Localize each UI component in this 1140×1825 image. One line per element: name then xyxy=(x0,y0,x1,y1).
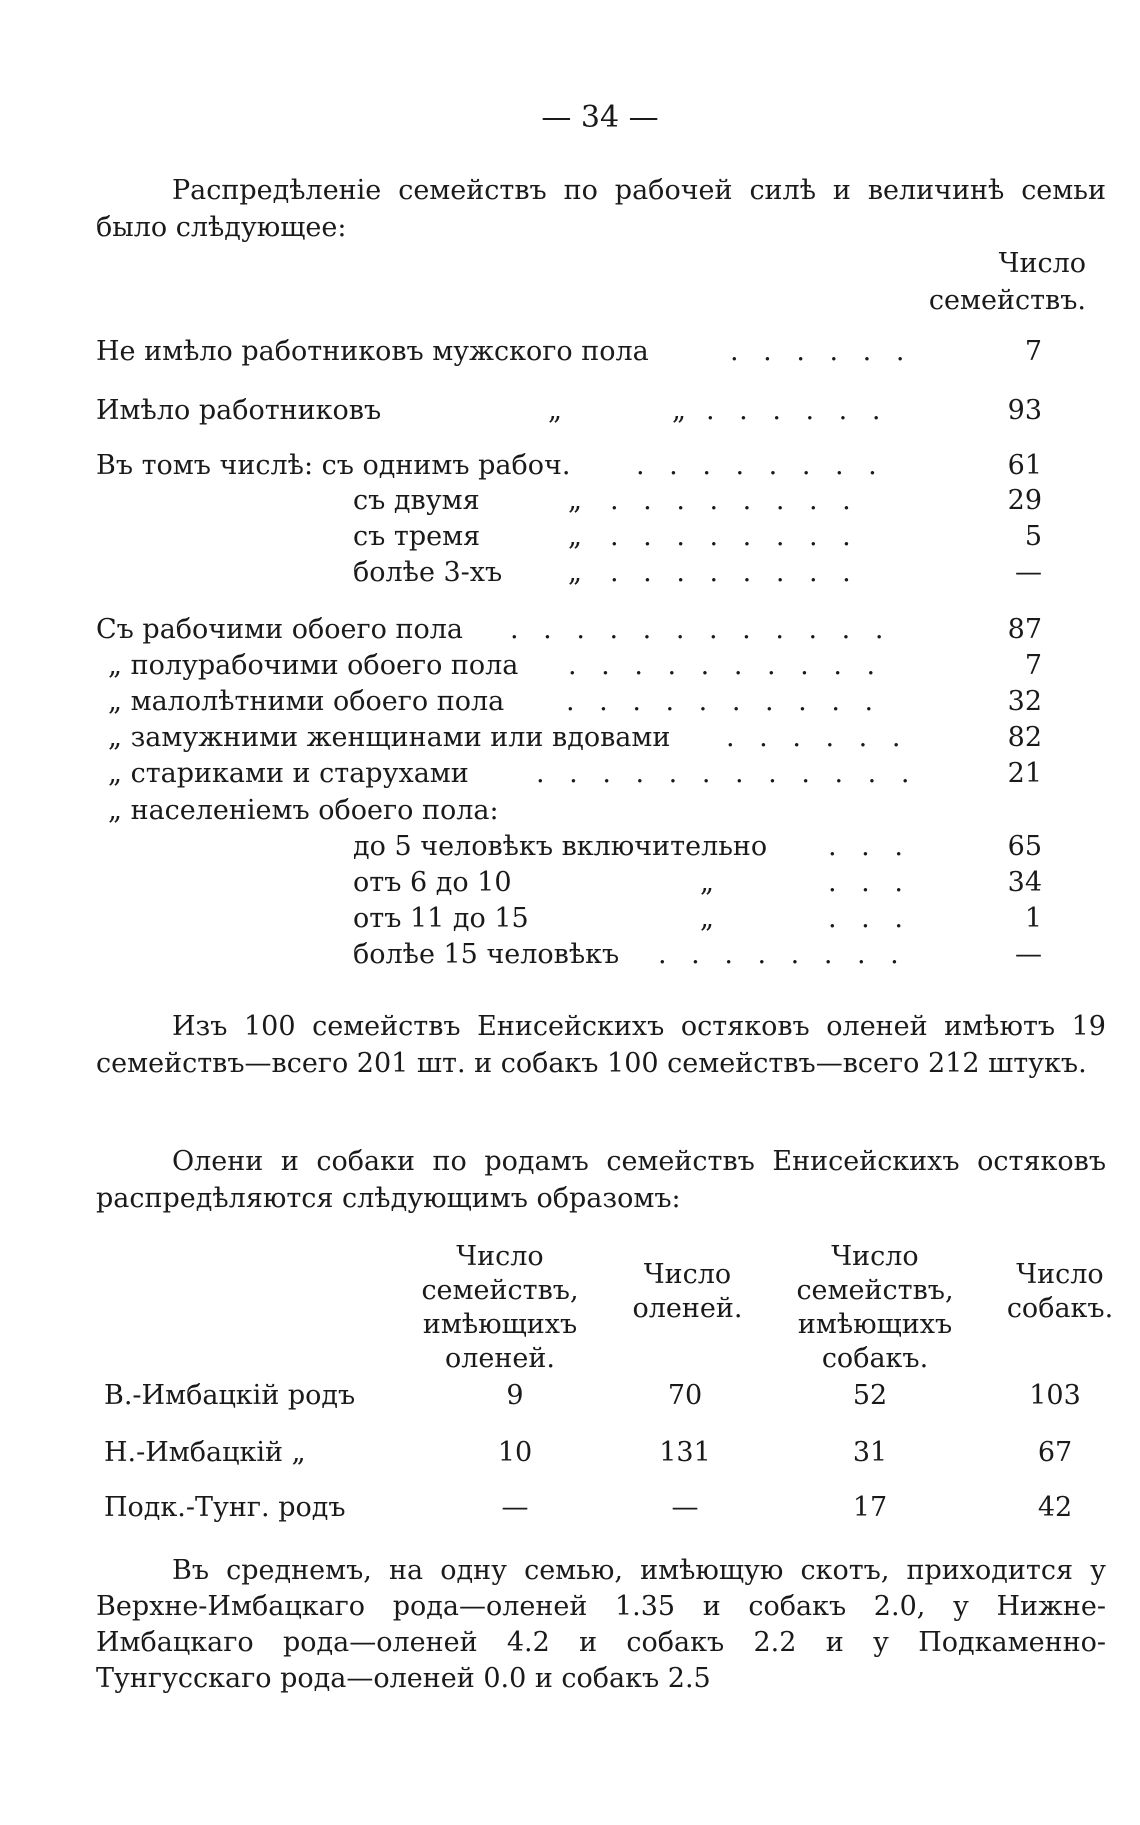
leader-dots: . . . xyxy=(828,867,911,898)
leader-dots: . . . . . . xyxy=(730,336,913,367)
table-cell: 42 xyxy=(1037,1492,1073,1523)
stat-value: 7 xyxy=(1024,336,1042,367)
table-cell: 52 xyxy=(852,1380,888,1411)
stat-value: 7 xyxy=(1024,650,1042,681)
stat-value: 1 xyxy=(1024,903,1042,934)
stat-label: болѣе 15 человѣкъ xyxy=(353,939,620,970)
stat-label: Не имѣло работниковъ мужского пола xyxy=(96,336,649,367)
stat-value: 21 xyxy=(1007,758,1042,789)
table-row-name: Подк.-Тунг. родъ xyxy=(104,1492,346,1523)
table-cell: 10 xyxy=(497,1437,533,1468)
ditto-mark: „ xyxy=(568,521,582,552)
column-header-line-2: семействъ. xyxy=(928,285,1086,316)
paragraph-4 xyxy=(96,1553,1106,1697)
table-row-name: В.-Имбацкій родъ xyxy=(104,1380,356,1411)
stat-value: 34 xyxy=(1007,867,1042,898)
stat-label: съ тремя xyxy=(353,521,481,552)
stat-label: „ малолѣтними обоего пола xyxy=(108,686,505,717)
stat-value: 32 xyxy=(1007,686,1042,717)
stat-label: „ замужними женщинами или вдовами xyxy=(108,722,671,753)
leader-dots: . . . . . . . . xyxy=(610,557,859,588)
ditto-mark: „ xyxy=(700,903,714,934)
leader-dots: . . . . . . . . xyxy=(610,521,859,552)
stat-label: Въ томъ числѣ: съ однимъ рабоч. xyxy=(96,450,571,481)
table-header: Число собакъ. xyxy=(1006,1259,1114,1324)
leader-dots: . . . xyxy=(828,831,911,862)
stat-value: — xyxy=(1015,939,1042,970)
stat-label: съ двумя xyxy=(353,485,480,516)
table-cell: 31 xyxy=(852,1437,888,1468)
ditto-mark: „ xyxy=(568,557,582,588)
table-cell: 9 xyxy=(506,1380,524,1411)
stat-value: — xyxy=(1015,557,1042,588)
stat-value: 61 xyxy=(1007,450,1042,481)
stat-label: Имѣло работниковъ xyxy=(96,395,382,426)
table-header: Число семействъ, имѣющихъ собакъ. xyxy=(796,1241,954,1374)
ditto-mark: „ xyxy=(672,395,686,426)
table-cell: 131 xyxy=(659,1437,711,1468)
column-header-line-1: Число xyxy=(998,248,1086,279)
leader-dots: . . . . . . xyxy=(706,395,889,426)
table-cell: — xyxy=(671,1492,699,1523)
stat-label: отъ 6 до 10 xyxy=(353,867,512,898)
paragraph-4-text: Въ среднемъ, на одну семью, имѣющую скотъ, приходится у Верхне-Имбацкаго рода—оленей 1.35 и собакъ 2.0, у Нижне-Имбацкаго рода—оленей 4.2 и собакъ 2.2 и у Подкаменно-Тунгусскаго рода—оленей 0.0 и собакъ 2.5 xyxy=(96,1555,1106,1694)
leader-dots: . . . xyxy=(828,903,911,934)
ditto-mark: „ xyxy=(548,395,562,426)
paragraph-2 xyxy=(96,1008,1106,1082)
page-number: — 34 — xyxy=(541,100,659,135)
table-cell: 17 xyxy=(852,1492,888,1523)
intro-paragraph xyxy=(96,172,1106,246)
table-header: Число семействъ, имѣющихъ оленей. xyxy=(421,1241,579,1374)
stat-value: 82 xyxy=(1007,722,1042,753)
stat-value: 65 xyxy=(1007,831,1042,862)
leader-dots: . . . . . . xyxy=(726,722,909,753)
table-cell: 67 xyxy=(1037,1437,1073,1468)
table-cell: 103 xyxy=(1029,1380,1081,1411)
stat-value: 5 xyxy=(1024,521,1042,552)
stat-value: 93 xyxy=(1007,395,1042,426)
stat-label: „ стариками и старухами xyxy=(108,758,469,789)
leader-dots: . . . . . . . . xyxy=(658,939,907,970)
leader-dots: . . . . . . . . . . . . xyxy=(536,758,918,789)
leader-dots: . . . . . . . . . . xyxy=(566,686,882,717)
leader-dots: . . . . . . . . xyxy=(610,485,859,516)
table-header: Число оленей. xyxy=(632,1259,743,1324)
ditto-mark: „ xyxy=(568,485,582,516)
column-header xyxy=(929,245,1086,319)
leader-dots: . . . . . . . . . . xyxy=(568,650,884,681)
table-cell: 70 xyxy=(667,1380,703,1411)
leader-dots: . . . . . . . . . . . . xyxy=(510,614,892,645)
leader-dots: . . . . . . . . xyxy=(636,450,885,481)
stat-label: отъ 11 до 15 xyxy=(353,903,529,934)
intro-text: Распредѣленіе семействъ по рабочей силѣ и величинѣ семьи было слѣдующее: xyxy=(96,175,1106,243)
stat-label: „ полурабочими обоего пола xyxy=(108,650,519,681)
ditto-mark: „ xyxy=(700,867,714,898)
stat-label: Съ рабочими обоего пола xyxy=(96,614,463,645)
stat-value: 87 xyxy=(1007,614,1042,645)
paragraph-3-text: Олени и собаки по родамъ семействъ Енисейскихъ остяковъ распредѣляются слѣдующимъ образомъ: xyxy=(96,1146,1106,1214)
stat-label: „ населеніемъ обоего пола: xyxy=(108,795,499,826)
table-cell: — xyxy=(501,1492,529,1523)
paragraph-2-text: Изъ 100 семействъ Енисейскихъ остяковъ оленей имѣютъ 19 семействъ—всего 201 шт. и собакъ 100 семействъ—всего 212 штукъ. xyxy=(96,1011,1106,1079)
stat-label: болѣе 3-хъ xyxy=(353,557,503,588)
stat-value: 29 xyxy=(1007,485,1042,516)
table-row-name: Н.-Имбацкій „ xyxy=(104,1437,306,1468)
paragraph-3 xyxy=(96,1143,1106,1217)
stat-label: до 5 человѣкъ включительно xyxy=(353,831,768,862)
